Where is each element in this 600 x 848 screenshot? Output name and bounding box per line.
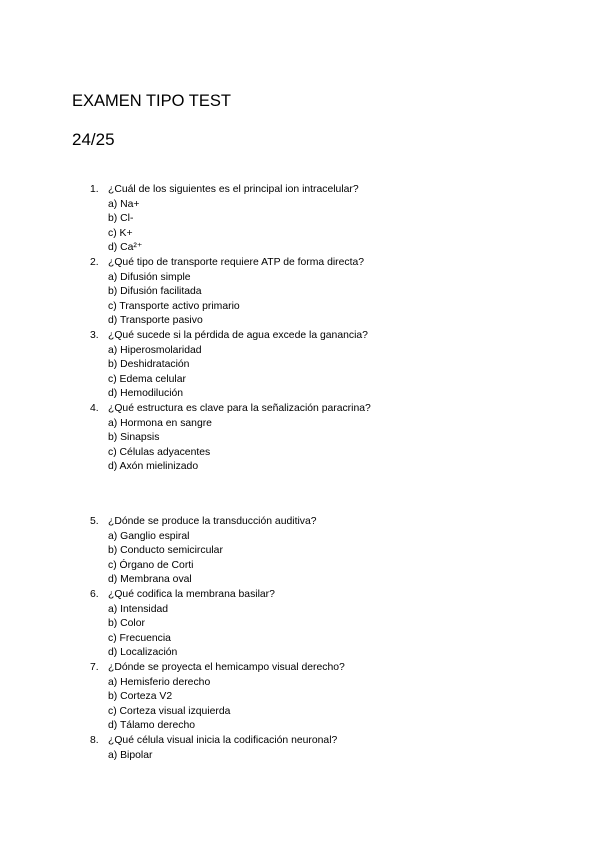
answer-option: b) Conducto semicircular xyxy=(108,545,223,557)
question-item xyxy=(0,402,600,475)
question-number: 7. xyxy=(90,661,99,673)
answer-option: b) Difusión facilitada xyxy=(108,286,202,298)
answer-option: c) Frecuencia xyxy=(108,632,171,644)
answer-option: a) Difusión simple xyxy=(108,271,191,283)
answer-option: b) Sinapsis xyxy=(108,432,160,444)
answer-option: d) Tálamo derecho xyxy=(108,720,196,732)
answer-option: d) Hemodilución xyxy=(108,388,184,400)
question-number: 8. xyxy=(90,734,99,746)
question-number: 5. xyxy=(90,516,99,527)
answer-option: c) Transporte activo primario xyxy=(108,300,240,312)
question-item xyxy=(0,183,600,256)
question-text: ¿Qué célula visual inicia la codificación neuronal? xyxy=(108,734,338,746)
answer-option: b) Color xyxy=(108,618,145,630)
answer-option: a) Bipolar xyxy=(108,749,153,761)
answer-option: c) Células adyacentes xyxy=(108,446,211,458)
answer-option: a) Hormona en sangre xyxy=(108,417,212,429)
answer-option: a) Ganglio espiral xyxy=(108,530,190,542)
answer-option: d) Ca²⁺ xyxy=(108,242,143,254)
answer-option: a) Hemisferio derecho xyxy=(108,676,211,688)
answer-option: b) Cl- xyxy=(108,213,134,225)
answer-option: d) Membrana oval xyxy=(108,574,192,586)
academic-year: 24/25 xyxy=(72,130,115,149)
question-list-part-1 xyxy=(0,183,600,475)
answer-option: a) Hiperosmolaridad xyxy=(108,344,202,356)
answer-option: c) Edema celular xyxy=(108,373,186,385)
question-number: 4. xyxy=(90,402,99,414)
question-item xyxy=(0,515,600,588)
question-item xyxy=(0,329,600,402)
question-number: 2. xyxy=(90,256,99,268)
answer-option: d) Localización xyxy=(108,647,178,659)
question-item xyxy=(0,734,600,763)
answer-option: a) Na+ xyxy=(108,198,140,210)
question-text: ¿Dónde se proyecta el hemicampo visual derecho? xyxy=(108,661,345,673)
question-item xyxy=(0,661,600,734)
question-item xyxy=(0,588,600,661)
question-number: 3. xyxy=(90,329,99,341)
question-number: 1. xyxy=(90,184,99,195)
answer-option: a) Intensidad xyxy=(108,603,169,615)
question-number: 6. xyxy=(90,588,99,600)
question-list-part-2 xyxy=(0,515,600,763)
question-text: ¿Cuál de los siguientes es el principal ion intracelular? xyxy=(108,184,359,195)
answer-option: c) Corteza visual izquierda xyxy=(108,705,231,717)
answer-option: c) Órgano de Corti xyxy=(108,559,194,571)
page-title: EXAMEN TIPO TEST xyxy=(72,92,231,110)
answer-option: b) Deshidratación xyxy=(108,359,190,371)
question-text: ¿Qué sucede si la pérdida de agua excede la ganancia? xyxy=(108,329,368,341)
question-text: ¿Qué estructura es clave para la señalización paracrina? xyxy=(108,402,371,414)
question-text: ¿Dónde se produce la transducción auditiva? xyxy=(108,516,317,527)
question-item xyxy=(0,256,600,329)
answer-option: c) K+ xyxy=(108,227,133,239)
question-text: ¿Qué tipo de transporte requiere ATP de forma directa? xyxy=(108,256,365,268)
answer-option: d) Axón mielinizado xyxy=(108,461,199,473)
answer-option: d) Transporte pasivo xyxy=(108,315,203,327)
question-text: ¿Qué codifica la membrana basilar? xyxy=(108,588,275,600)
answer-option: b) Corteza V2 xyxy=(108,691,173,703)
